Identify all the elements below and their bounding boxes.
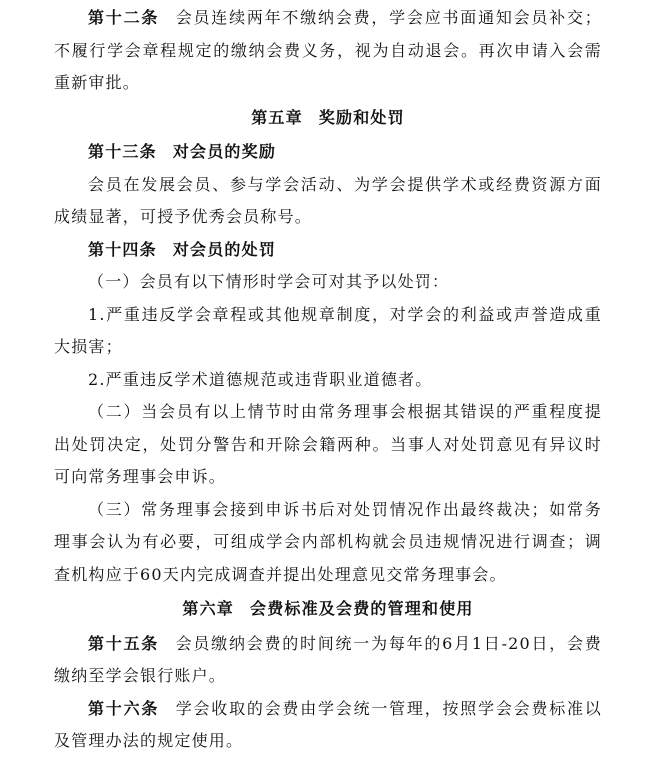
chapter-5-label: 第五章	[251, 107, 303, 127]
article-15	[54, 628, 602, 693]
article-14-heading	[54, 234, 602, 267]
article-14-title: 对会员的处罚	[172, 239, 277, 259]
chapter-6-heading	[54, 593, 602, 626]
chapter-6-title: 会费标准及会费的管理和使用	[250, 599, 474, 618]
article-16-text: 学会收取的会费由学会统一管理，按照学会会费标准以及管理办法的规定使用。	[54, 698, 602, 750]
article-12	[54, 2, 602, 100]
article-12-label: 第十二条	[88, 8, 160, 27]
article-14-item-1: （一）会员有以下情形时学会可对其予以处罚：	[88, 272, 450, 291]
article-16	[54, 693, 602, 758]
article-16-label: 第十六条	[88, 698, 160, 718]
article-13-heading	[54, 136, 602, 169]
chapter-5-heading	[54, 102, 602, 135]
article-15-label: 第十五条	[88, 633, 160, 653]
article-14-label: 第十四条	[88, 239, 157, 259]
chapter-5-title: 奖励和处罚	[318, 107, 405, 127]
article-12-text: 会员连续两年不缴纳会费，学会应书面通知会员补交；不履行学会章程规定的缴纳会费义务，视为自动退会。再次申请入会需重新审批。	[54, 8, 602, 92]
article-15-text: 会员缴纳会费的时间统一为每年的6月1日-20日，会费缴纳至学会银行账户。	[54, 633, 602, 685]
article-13-text: 会员在发展会员、参与学会活动、为学会提供学术或经费资源方面成绩显著，可授予优秀会员称号。	[54, 174, 602, 226]
article-14-item-3: （三）常务理事会接到申诉书后对处罚情况作出最终裁决；如常务理事会认为有必要，可组成学会内部机构就会员违规情况进行调查；调查机构应于60天内完成调查并提出处理意见交常务理事会。	[54, 499, 602, 584]
article-14-sub-1: 1.严重违反学会章程或其他规章制度，对学会的利益或声誉造成重大损害；	[54, 304, 602, 356]
article-13-title: 对会员的奖励	[172, 142, 277, 161]
article-14-sub-2: 2.严重违反学术道德规范或违背职业道德者。	[88, 369, 433, 389]
article-14-item-2: （二）当会员有以上情节时由常务理事会根据其错误的严重程度提出处罚决定，处罚分警告和开除会籍两种。当事人对处罚意见有异议时可向常务理事会申诉。	[54, 402, 602, 486]
chapter-6-label: 第六章	[182, 599, 234, 618]
article-13-label: 第十三条	[88, 142, 157, 161]
